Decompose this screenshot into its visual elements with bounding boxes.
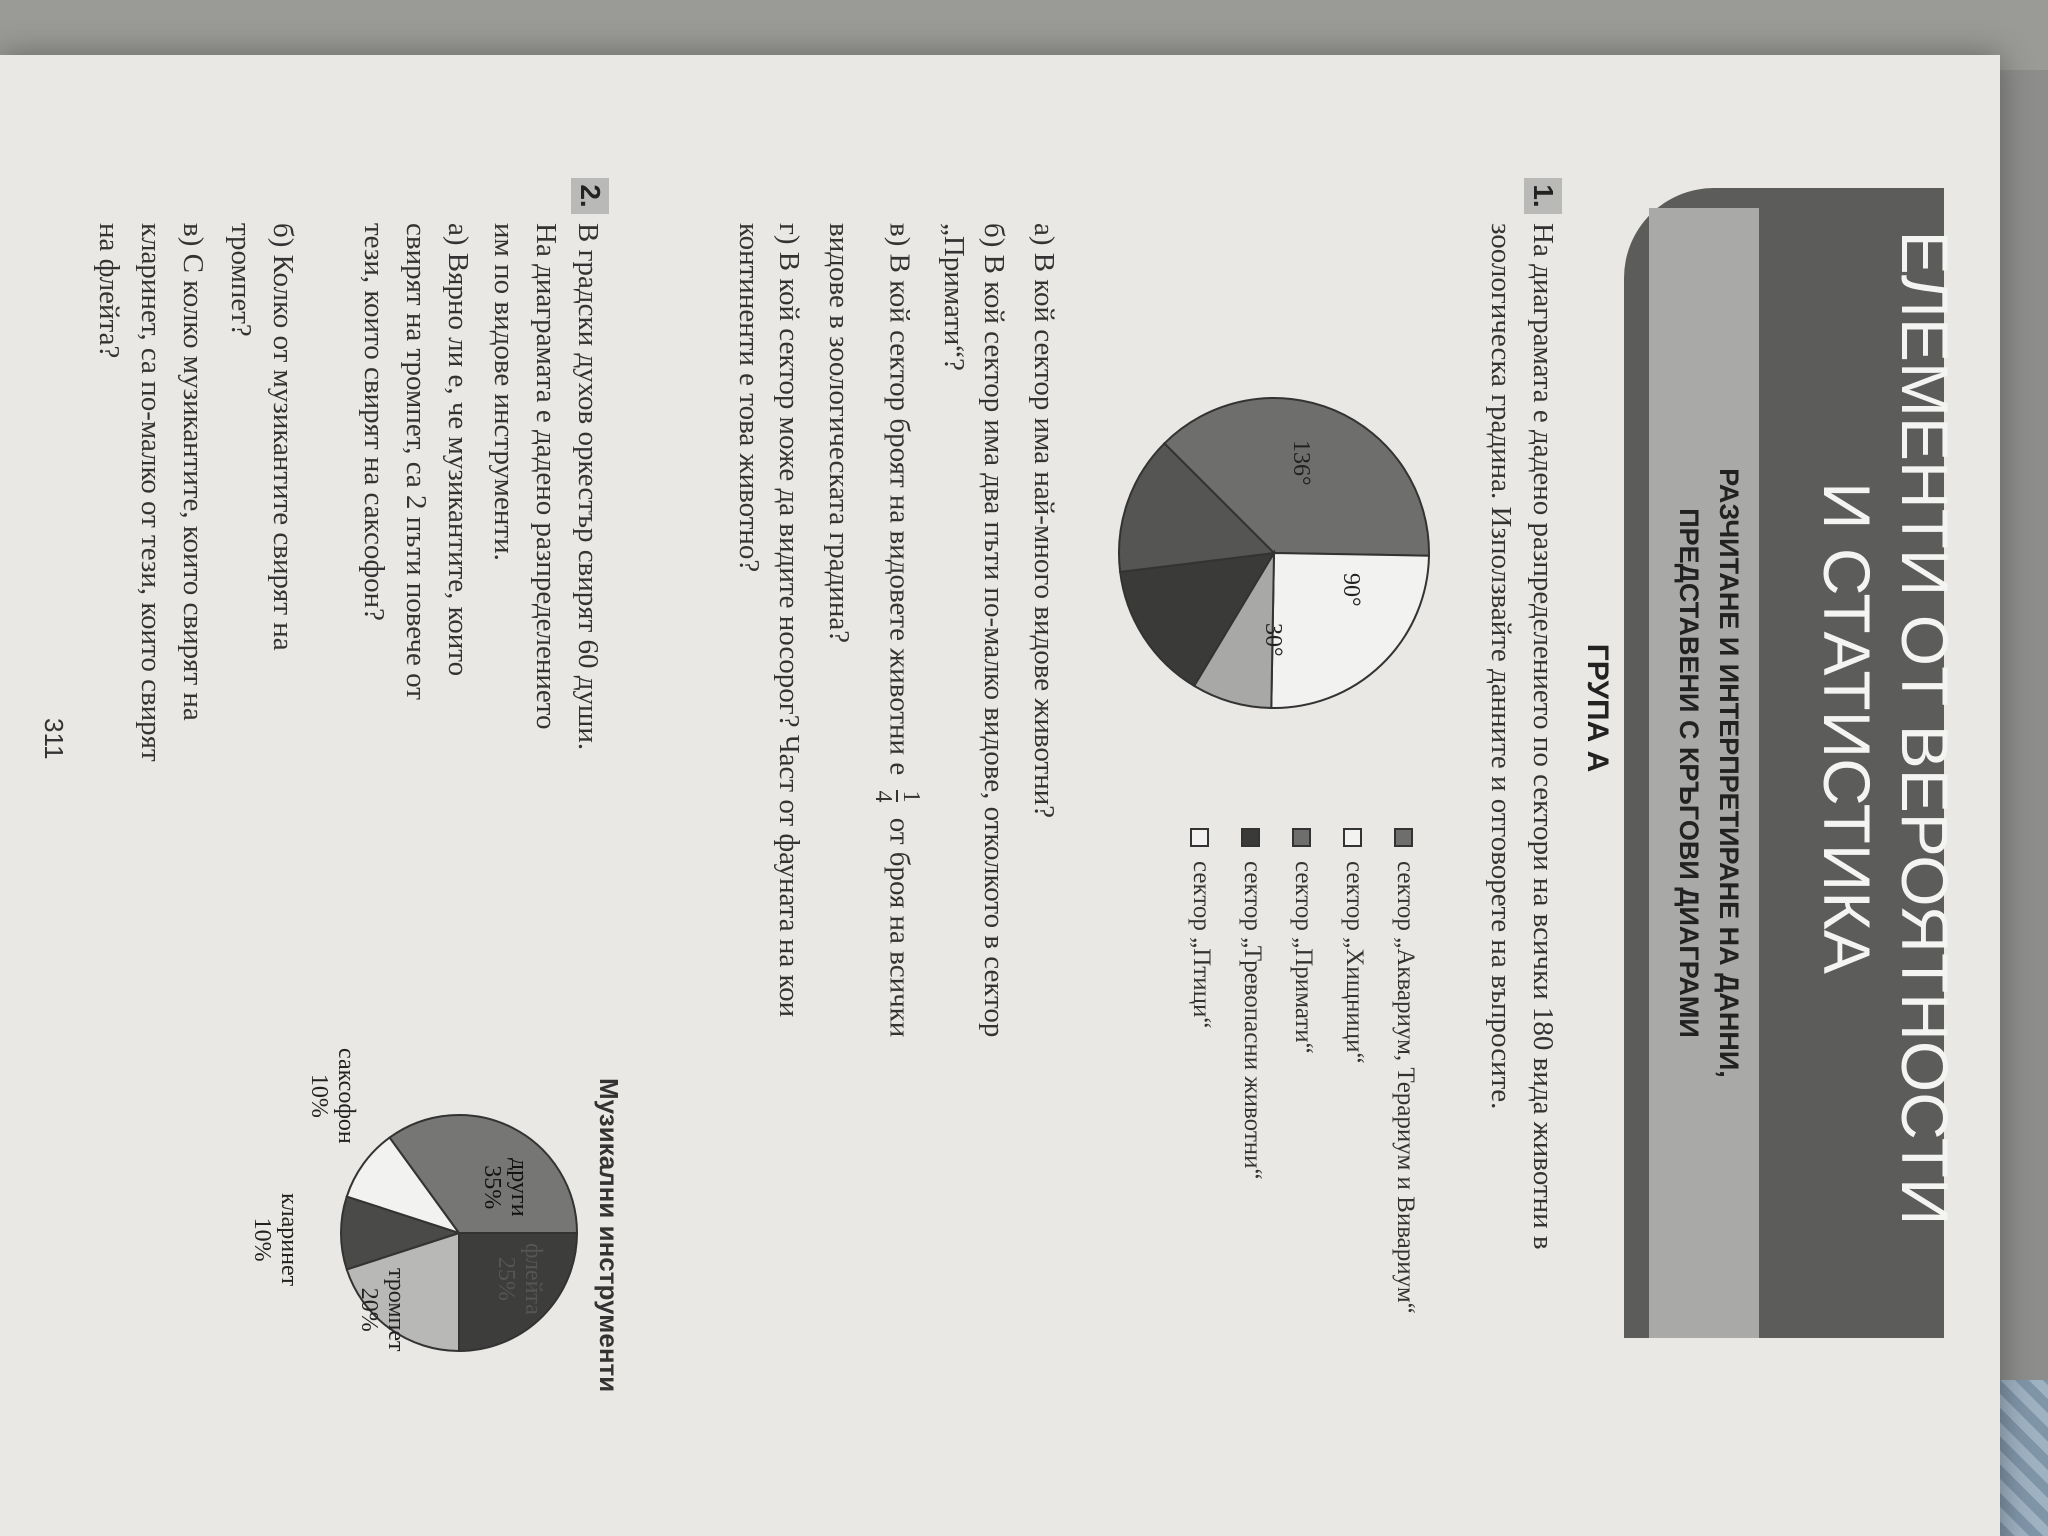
legend-item-herbivores [1238,828,1266,1180]
legend-label-herbivores: сектор „Тревопасни животни“ [1239,861,1266,1180]
label-saksofon-pct: 10% [306,1073,332,1118]
question-1c-text: в) В кой сектор броят на видовете животни е [883,223,916,776]
label-trompet [355,1268,409,1352]
label-saksofon [305,1048,359,1144]
label-fleyta [492,1243,546,1315]
label-klarinet-pct: 10% [249,1217,275,1262]
lesson-title [1669,228,1749,1318]
legend-item-aquarium [1391,828,1419,1314]
legend-item-birds [1187,828,1215,1028]
legend-label-birds: сектор „Птици“ [1188,861,1215,1029]
question-2b: б) Колко от музикантите свирят на тромпет? [225,223,299,651]
group-label: ГРУПА А [1581,643,1614,773]
label-trompet-pct: 20% [356,1287,382,1332]
legend-swatch-predators [1343,828,1362,847]
fraction-numerator: 1 [898,790,924,803]
chapter-title-line2: И СТАТИСТИКА [1810,482,1884,974]
zoo-sectors-pie-chart [1109,388,1439,718]
fraction-denominator: 4 [870,790,896,803]
legend-label-predators: сектор „Хищници“ [1341,861,1368,1064]
question-1b-line1: б) В кой сектор има два пъти по-малко видове, отколкото в сектор [978,223,1010,1038]
question-1d-line1: г) В кой сектор може да видите носорог? Част от фауната на кои [773,223,805,1018]
label-drugi-name: други [506,1158,532,1217]
pie-label-136: 136° [1288,440,1314,486]
question-1c-text-end: от броя на всички [883,817,916,1038]
legend-swatch-primates [1292,828,1311,847]
legend-item-predators [1340,828,1368,1064]
question-1c-line2: видове в зоологическата градина? [823,223,855,644]
legend-swatch-birds [1190,828,1209,847]
legend-swatch-herbivores [1241,828,1260,847]
label-trompet-name: тромпет [383,1268,409,1352]
page-content [24,68,2024,1468]
pie-label-90: 90° [1338,573,1364,607]
question-1d-line2: континенти е това животно? [733,223,765,573]
legend-label-primates: сектор „Примати“ [1290,861,1317,1054]
question-2a: а) Вярно ли е, че музикантите, които свирят на тромпет, са 2 пъти повече от тези, които свирят на саксофон? [358,223,474,700]
legend-label-aquarium: сектор „Аквариум, Терариум и Вивариум“ [1392,861,1419,1314]
problem-1-text: На диаграмата е дадено разпределението по сектори на всички 180 вида животни в зоологическа градина. Използвайте данните и отговорете на въпросите. [1485,223,1559,1250]
page-number: 311 [39,718,69,760]
legend-item-primates [1289,828,1317,1054]
pie-label-30: 30° [1260,623,1286,657]
music-chart-title: Музикални инструменти [594,1078,624,1393]
label-klarinet-name: кларинет [276,1193,302,1287]
problem-2-text: В градски духов оркестър свирят 60 души. На диаграмата е дадено разпределението им по видове инструменти. [488,223,604,751]
question-2c: в) С колко музикантите, които свирят на кларинет, са по-малко от тези, които свирят на флейта? [93,223,209,762]
label-drugi [478,1158,532,1217]
lesson-title-line1: РАЗЧИТАНЕ И ИНТЕРПРЕТИРАНЕ НА ДАННИ, [1714,468,1744,1078]
chapter-title [1808,228,1964,1228]
problem-2-number: 2. [571,178,609,214]
problem-1-number: 1. [1524,178,1562,214]
legend-swatch-aquarium [1394,828,1413,847]
question-1b-line2: „Примати“? [938,223,970,372]
label-drugi-pct: 35% [479,1165,505,1210]
label-fleyta-name: флейта [520,1243,546,1315]
question-1a: а) В кой сектор има най-много видове животни? [1028,223,1060,819]
lesson-title-line2: ПРЕДСТАВЕНИ С КРЪГОВИ ДИАГРАМИ [1674,508,1704,1038]
label-saksofon-name: саксофон [333,1048,359,1144]
label-klarinet [248,1193,302,1286]
fraction-one-quarter [870,790,924,802]
question-1c-line1 [870,223,924,1037]
chapter-title-line1: ЕЛЕМЕНТИ ОТ ВЕРОЯТНОСТИ [1888,230,1962,1226]
label-fleyta-pct: 25% [493,1256,519,1301]
